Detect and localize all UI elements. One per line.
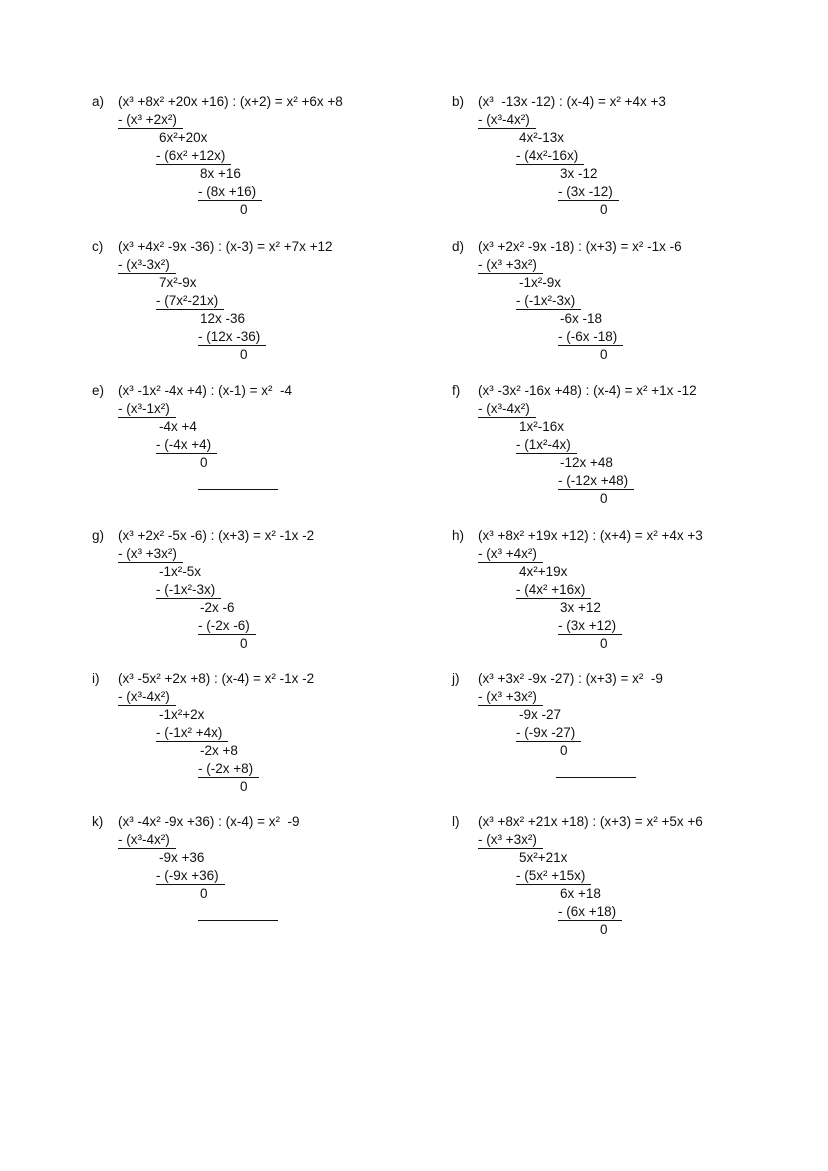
remainder-1: 7x²-9x — [159, 275, 197, 290]
subtraction-step-1: - (x³ +3x²) — [478, 689, 543, 706]
problem-l — [452, 814, 812, 944]
problem-label: g) — [92, 528, 105, 543]
problem-f — [452, 383, 812, 513]
division-equation: (x³ +3x² -9x -27) : (x+3) = x² -9 — [478, 671, 663, 686]
problem-label: j) — [452, 671, 460, 686]
subtraction-step-2: - (-1x² +4x) — [156, 725, 228, 742]
subtraction-step-3: - (8x +16) — [198, 184, 262, 201]
remainder-1: -1x²-5x — [159, 564, 202, 579]
subtraction-step-1: - (x³ +3x²) — [118, 546, 183, 563]
subtraction-step-3: - (3x +12) — [558, 618, 622, 635]
subtraction-step-2: - (4x² +16x) — [516, 582, 591, 599]
division-equation: (x³ -1x² -4x +4) : (x-1) = x² -4 — [118, 383, 293, 398]
subtraction-step-2: - (6x² +12x) — [156, 148, 231, 165]
division-equation: (x³ +2x² -5x -6) : (x+3) = x² -1x -2 — [118, 528, 315, 543]
remainder-1: 5x²+21x — [519, 850, 568, 865]
final-remainder: 0 — [600, 922, 608, 937]
remainder-1: 4x²+19x — [519, 564, 568, 579]
remainder-1: -9x -27 — [519, 707, 562, 722]
problem-label: f) — [452, 383, 461, 398]
division-equation: (x³ +8x² +19x +12) : (x+4) = x² +4x +3 — [478, 528, 703, 543]
final-remainder: 0 — [240, 636, 248, 651]
remainder-1: -4x +4 — [159, 419, 197, 434]
subtraction-step-2: - (1x²-4x) — [516, 437, 577, 454]
problem-label: b) — [452, 94, 465, 109]
subtraction-step-2: - (4x²-16x) — [516, 148, 584, 165]
remainder-1: 1x²-16x — [519, 419, 565, 434]
problem-k — [92, 814, 452, 944]
final-remainder: 0 — [600, 202, 608, 217]
final-remainder: 0 — [200, 455, 208, 470]
remainder-1: 4x²-13x — [519, 130, 565, 145]
final-remainder: 0 — [560, 743, 568, 758]
remainder-2: 12x -36 — [200, 311, 246, 326]
remainder-2: 6x +18 — [560, 886, 601, 901]
subtraction-step-2: - (7x²-21x) — [156, 293, 224, 310]
division-equation: (x³ +8x² +20x +16) : (x+2) = x² +6x +8 — [118, 94, 343, 109]
problem-b — [452, 94, 812, 224]
division-equation: (x³ +2x² -9x -18) : (x+3) = x² -1x -6 — [478, 239, 682, 254]
subtraction-step-2: - (-4x +4) — [156, 437, 217, 454]
final-remainder: 0 — [200, 886, 208, 901]
division-equation: (x³ -4x² -9x +36) : (x-4) = x² -9 — [118, 814, 300, 829]
problem-label: l) — [452, 814, 460, 829]
final-remainder: 0 — [240, 202, 248, 217]
problem-label: k) — [92, 814, 104, 829]
remainder-2: 3x -12 — [560, 166, 598, 181]
problem-i — [92, 671, 452, 801]
remainder-1: -9x +36 — [159, 850, 205, 865]
subtraction-step-2: - (-9x -27) — [516, 725, 581, 742]
remainder-1: -1x²+2x — [159, 707, 205, 722]
subtraction-step-1: - (x³-4x²) — [118, 689, 176, 706]
subtraction-step-3: - (3x -12) — [558, 184, 619, 201]
problem-label: d) — [452, 239, 465, 254]
problem-j — [452, 671, 812, 801]
subtraction-step-1: - (x³-3x²) — [118, 257, 176, 274]
problem-label: h) — [452, 528, 465, 543]
subtraction-step-1: - (x³-4x²) — [478, 401, 536, 418]
remainder-2: 3x +12 — [560, 600, 601, 615]
remainder-2: -6x -18 — [560, 311, 603, 326]
subtraction-step-3: - (-6x -18) — [558, 329, 623, 346]
remainder-2: -12x +48 — [560, 455, 613, 470]
remainder-1: 6x²+20x — [159, 130, 208, 145]
subtraction-step-1: - (x³ +2x²) — [118, 112, 183, 129]
problem-label: i) — [92, 671, 100, 686]
problem-e — [92, 383, 452, 513]
subtraction-step-3: - (-2x -6) — [198, 618, 256, 635]
problem-a — [92, 94, 452, 224]
division-equation: (x³ +4x² -9x -36) : (x-3) = x² +7x +12 — [118, 239, 333, 254]
problem-h — [452, 528, 812, 658]
subtraction-step-1: - (x³-4x²) — [118, 832, 176, 849]
subtraction-step-3: - (12x -36) — [198, 329, 266, 346]
subtraction-step-1: - (x³ +4x²) — [478, 546, 543, 563]
subtraction-step-3: - (-2x +8) — [198, 761, 259, 778]
problem-g — [92, 528, 452, 658]
subtraction-step-2: - (5x² +15x) — [516, 868, 591, 885]
remainder-1: -1x²-9x — [519, 275, 562, 290]
subtraction-step-1: - (x³-1x²) — [118, 401, 176, 418]
problem-label: a) — [92, 94, 105, 109]
subtraction-step-1: - (x³ +3x²) — [478, 257, 543, 274]
final-remainder: 0 — [240, 347, 248, 362]
division-equation: (x³ -5x² +2x +8) : (x-4) = x² -1x -2 — [118, 671, 315, 686]
problem-d — [452, 239, 812, 369]
empty-answer-rule — [556, 777, 636, 778]
remainder-2: 8x +16 — [200, 166, 241, 181]
division-equation: (x³ +8x² +21x +18) : (x+3) = x² +5x +6 — [478, 814, 703, 829]
subtraction-step-2: - (-9x +36) — [156, 868, 225, 885]
final-remainder: 0 — [600, 636, 608, 651]
division-equation: (x³ -13x -12) : (x-4) = x² +4x +3 — [478, 94, 666, 109]
division-equation: (x³ -3x² -16x +48) : (x-4) = x² +1x -12 — [478, 383, 697, 398]
final-remainder: 0 — [600, 347, 608, 362]
subtraction-step-2: - (-1x²-3x) — [156, 582, 221, 599]
subtraction-step-1: - (x³-4x²) — [478, 112, 536, 129]
subtraction-step-3: - (6x +18) — [558, 904, 622, 921]
subtraction-step-1: - (x³ +3x²) — [478, 832, 543, 849]
final-remainder: 0 — [600, 491, 608, 506]
subtraction-step-2: - (-1x²-3x) — [516, 293, 581, 310]
empty-answer-rule — [198, 489, 278, 490]
problem-c — [92, 239, 452, 369]
remainder-2: -2x +8 — [200, 743, 238, 758]
remainder-2: -2x -6 — [200, 600, 235, 615]
problem-label: c) — [92, 239, 104, 254]
problem-label: e) — [92, 383, 105, 398]
subtraction-step-3: - (-12x +48) — [558, 473, 634, 490]
final-remainder: 0 — [240, 779, 248, 794]
empty-answer-rule — [198, 920, 278, 921]
